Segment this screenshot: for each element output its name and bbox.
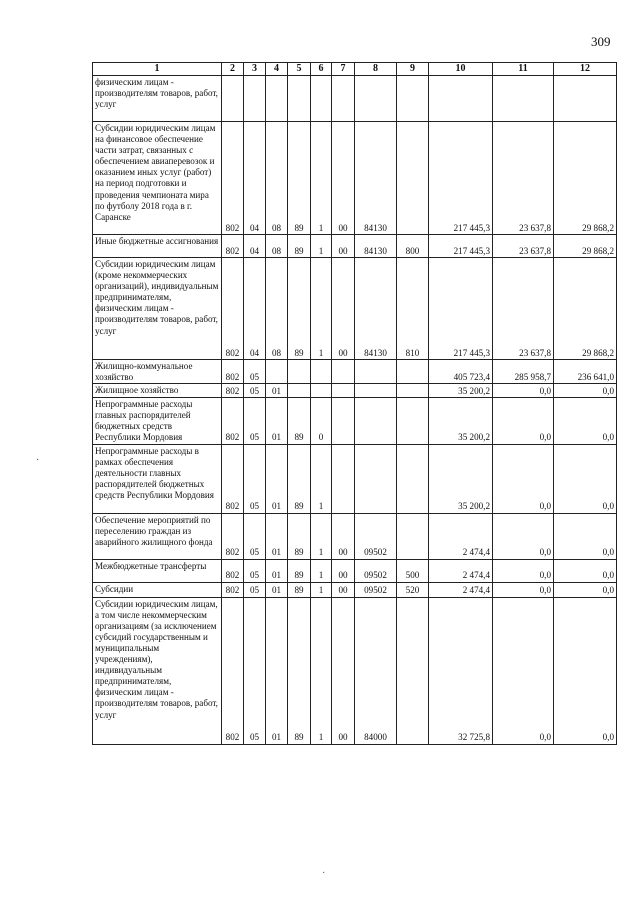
row-name: Жилищно-коммунальное хозяйство	[93, 360, 222, 384]
cell-col5: 89	[288, 398, 311, 444]
table-row	[93, 444, 617, 513]
table-row	[93, 398, 617, 444]
row-name: Субсидии юридическим лицам на финансовое обеспечение части затрат, связанных с обеспечением авиаперевозок и оказанием иных услуг (работ) на период подготовки и проведения чемпионата мира по футболу 2018 года в г. Саранске	[93, 122, 222, 235]
cell-col4	[266, 76, 288, 122]
cell-col7	[332, 384, 355, 398]
cell-col5: 89	[288, 582, 311, 597]
cell-col4: 08	[266, 235, 288, 258]
cell-col11: 0,0	[493, 513, 554, 559]
row-name: Субсидии	[93, 582, 222, 597]
cell-col7: 00	[332, 597, 355, 744]
cell-col12: 0,0	[554, 444, 617, 513]
cell-col10: 217 445,3	[429, 122, 493, 235]
cell-col10: 2 474,4	[429, 513, 493, 559]
cell-col4: 08	[266, 122, 288, 235]
cell-col10: 217 445,3	[429, 258, 493, 360]
cell-col11: 0,0	[493, 582, 554, 597]
cell-col10	[429, 76, 493, 122]
cell-col2: 802	[222, 258, 244, 360]
cell-col2: 802	[222, 559, 244, 582]
row-name: Межбюджетные трансферты	[93, 559, 222, 582]
scan-speck: ·	[36, 455, 40, 466]
cell-col8: 84130	[355, 258, 397, 360]
cell-col3: 04	[244, 122, 266, 235]
row-name: Обеспечение мероприятий по переселению граждан из аварийного жилищного фонда	[93, 513, 222, 559]
header-cell: 1	[93, 63, 222, 76]
cell-col4: 01	[266, 597, 288, 744]
cell-col5: 89	[288, 235, 311, 258]
cell-col7: 00	[332, 559, 355, 582]
cell-col9	[397, 360, 429, 384]
cell-col11: 23 637,8	[493, 235, 554, 258]
table-row	[93, 122, 617, 235]
cell-col3: 05	[244, 398, 266, 444]
cell-col7	[332, 444, 355, 513]
cell-col8: 84130	[355, 235, 397, 258]
cell-col10: 217 445,3	[429, 235, 493, 258]
cell-col9	[397, 513, 429, 559]
row-name: Непрограммные расходы главных распорядителей бюджетных средств Республики Мордовия	[93, 398, 222, 444]
header-cell: 2	[222, 63, 244, 76]
cell-col6: 1	[311, 258, 332, 360]
cell-col9	[397, 444, 429, 513]
cell-col12: 29 868,2	[554, 235, 617, 258]
cell-col10: 35 200,2	[429, 384, 493, 398]
cell-col3: 05	[244, 444, 266, 513]
header-cell: 5	[288, 63, 311, 76]
cell-col5: 89	[288, 559, 311, 582]
cell-col10: 2 474,4	[429, 582, 493, 597]
row-name: Субсидии юридическим лицам (кроме некоммерческих организаций), индивидуальным предпринимателям, физическим лицам - производителям товаров, работ, услуг	[93, 258, 222, 360]
row-name: Непрограммные расходы в рамках обеспечения деятельности главных распорядителей бюджетных средств Республики Мордовия	[93, 444, 222, 513]
cell-col2: 802	[222, 597, 244, 744]
cell-col12: 0,0	[554, 398, 617, 444]
cell-col9: 810	[397, 258, 429, 360]
cell-col10: 35 200,2	[429, 398, 493, 444]
cell-col7: 00	[332, 235, 355, 258]
table-row	[93, 597, 617, 744]
header-cell: 6	[311, 63, 332, 76]
cell-col3: 05	[244, 597, 266, 744]
cell-col4: 08	[266, 258, 288, 360]
header-cell: 11	[493, 63, 554, 76]
cell-col5	[288, 76, 311, 122]
cell-col12: 236 641,0	[554, 360, 617, 384]
cell-col4	[266, 360, 288, 384]
cell-col12: 0,0	[554, 582, 617, 597]
cell-col7: 00	[332, 513, 355, 559]
table-row	[93, 235, 617, 258]
cell-col5: 89	[288, 597, 311, 744]
cell-col9	[397, 597, 429, 744]
cell-col12: 0,0	[554, 513, 617, 559]
cell-col11: 23 637,8	[493, 258, 554, 360]
cell-col11: 0,0	[493, 384, 554, 398]
page-number: 309	[591, 34, 611, 49]
cell-col6: 1	[311, 559, 332, 582]
cell-col5: 89	[288, 513, 311, 559]
cell-col4: 01	[266, 444, 288, 513]
cell-col6: 1	[311, 122, 332, 235]
cell-col8	[355, 360, 397, 384]
cell-col2: 802	[222, 360, 244, 384]
cell-col6: 1	[311, 582, 332, 597]
cell-col4: 01	[266, 582, 288, 597]
cell-col4: 01	[266, 559, 288, 582]
header-cell: 8	[355, 63, 397, 76]
cell-col3: 05	[244, 360, 266, 384]
table-row	[93, 513, 617, 559]
row-name: Иные бюджетные ассигнования	[93, 235, 222, 258]
cell-col8: 09502	[355, 513, 397, 559]
cell-col7: 00	[332, 258, 355, 360]
cell-col7	[332, 76, 355, 122]
cell-col9	[397, 76, 429, 122]
cell-col4: 01	[266, 384, 288, 398]
cell-col8: 09502	[355, 559, 397, 582]
cell-col4: 01	[266, 513, 288, 559]
header-cell: 3	[244, 63, 266, 76]
cell-col11: 23 637,8	[493, 122, 554, 235]
cell-col8: 09502	[355, 582, 397, 597]
cell-col11: 0,0	[493, 559, 554, 582]
cell-col11: 285 958,7	[493, 360, 554, 384]
cell-col9: 520	[397, 582, 429, 597]
cell-col3: 05	[244, 559, 266, 582]
cell-col11: 0,0	[493, 398, 554, 444]
cell-col10: 32 725,8	[429, 597, 493, 744]
budget-table	[92, 62, 617, 745]
cell-col9	[397, 384, 429, 398]
cell-col11: 0,0	[493, 444, 554, 513]
header-row	[93, 63, 617, 76]
cell-col3: 04	[244, 235, 266, 258]
scan-speck: ·	[322, 868, 326, 879]
cell-col12: 0,0	[554, 559, 617, 582]
header-cell: 12	[554, 63, 617, 76]
cell-col9	[397, 398, 429, 444]
header-cell: 10	[429, 63, 493, 76]
cell-col3: 05	[244, 582, 266, 597]
cell-col2: 802	[222, 582, 244, 597]
cell-col8: 84000	[355, 597, 397, 744]
row-name: Жилищное хозяйство	[93, 384, 222, 398]
cell-col5	[288, 384, 311, 398]
cell-col3: 04	[244, 258, 266, 360]
header-cell: 7	[332, 63, 355, 76]
cell-col6: 1	[311, 597, 332, 744]
cell-col11: 0,0	[493, 597, 554, 744]
cell-col6: 1	[311, 513, 332, 559]
cell-col3: 05	[244, 513, 266, 559]
cell-col12: 0,0	[554, 597, 617, 744]
cell-col12: 29 868,2	[554, 258, 617, 360]
cell-col12: 29 868,2	[554, 122, 617, 235]
table-row	[93, 360, 617, 384]
cell-col3	[244, 76, 266, 122]
cell-col5: 89	[288, 258, 311, 360]
cell-col7	[332, 360, 355, 384]
table-row	[93, 582, 617, 597]
cell-col9	[397, 122, 429, 235]
header-cell: 9	[397, 63, 429, 76]
table-row	[93, 76, 617, 122]
cell-col7: 00	[332, 122, 355, 235]
cell-col9: 500	[397, 559, 429, 582]
cell-col10: 35 200,2	[429, 444, 493, 513]
cell-col7	[332, 398, 355, 444]
row-name: физическим лицам - производителям товаров, работ, услуг	[93, 76, 222, 122]
cell-col6: 1	[311, 235, 332, 258]
cell-col6	[311, 384, 332, 398]
cell-col8	[355, 76, 397, 122]
row-name: Субсидии юридическим лицам, а том числе некоммерческим организациям (за исключением субсидий государственным и муниципальным учреждениям), индивидуальным предпринимателям, физическим лицам - производителям товаров, работ, услуг	[93, 597, 222, 744]
cell-col2: 802	[222, 122, 244, 235]
cell-col8	[355, 444, 397, 513]
cell-col5: 89	[288, 444, 311, 513]
cell-col11	[493, 76, 554, 122]
cell-col5	[288, 360, 311, 384]
cell-col6: 1	[311, 444, 332, 513]
cell-col6: 0	[311, 398, 332, 444]
cell-col7: 00	[332, 582, 355, 597]
cell-col10: 2 474,4	[429, 559, 493, 582]
cell-col2	[222, 76, 244, 122]
cell-col8: 84130	[355, 122, 397, 235]
cell-col8	[355, 384, 397, 398]
cell-col6	[311, 360, 332, 384]
cell-col12	[554, 76, 617, 122]
cell-col2: 802	[222, 444, 244, 513]
table-row	[93, 559, 617, 582]
cell-col6	[311, 76, 332, 122]
cell-col10: 405 723,4	[429, 360, 493, 384]
cell-col2: 802	[222, 235, 244, 258]
cell-col2: 802	[222, 513, 244, 559]
header-cell: 4	[266, 63, 288, 76]
cell-col5: 89	[288, 122, 311, 235]
cell-col4: 01	[266, 398, 288, 444]
table-row	[93, 258, 617, 360]
cell-col8	[355, 398, 397, 444]
table-row	[93, 384, 617, 398]
cell-col2: 802	[222, 398, 244, 444]
cell-col2: 802	[222, 384, 244, 398]
cell-col3: 05	[244, 384, 266, 398]
cell-col9: 800	[397, 235, 429, 258]
cell-col12: 0,0	[554, 384, 617, 398]
